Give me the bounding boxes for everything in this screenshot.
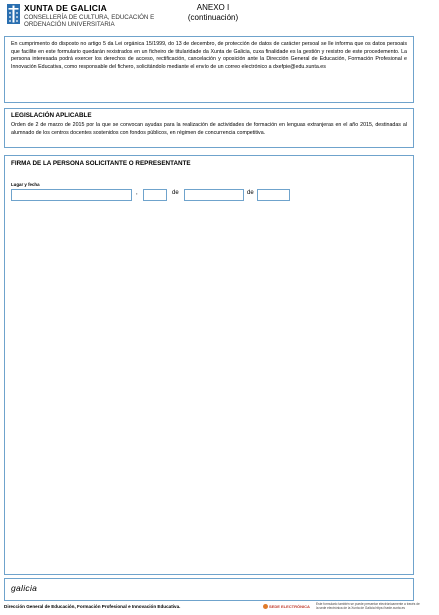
sede-icon: [263, 604, 268, 609]
signature-heading: FIRMA DE LA PERSONA SOLICITANTE O REPRESENTANTE: [11, 160, 191, 167]
annex-title: ANEXO I: [196, 3, 230, 12]
month-field[interactable]: [184, 189, 244, 201]
de-label-1: de: [172, 190, 179, 196]
day-field[interactable]: [143, 189, 167, 201]
directorate-footer: Dirección General de Educación, Formación Profesional e Innovación Educativa.: [4, 604, 181, 609]
legislation-heading: LEGISLACIÓN APLICABLE: [11, 112, 92, 119]
data-protection-panel: [4, 36, 414, 103]
legislation-text: Orden de 2 de marzo de 2015 por la que se convocan ayudas para la realización de actividades de formación en lenguas extranjeras en el año 2015, destinadas al alumnado de los centros docentes sostenidos con fondos públicos, en régimen de concurrencia competitiva.: [11, 122, 407, 136]
legislation-panel: [4, 108, 414, 148]
year-field[interactable]: [257, 189, 290, 201]
place-date-label: Lugar y fecha: [11, 182, 40, 187]
signature-panel: [4, 155, 414, 575]
org-name: XUNTA DE GALICIA: [24, 3, 108, 13]
place-field[interactable]: [11, 189, 132, 201]
annex-heading: [170, 3, 256, 22]
comma-separator: ,: [136, 190, 138, 196]
xunta-logo-icon: [7, 4, 20, 24]
galicia-brand-logo: galicia: [11, 583, 38, 593]
sede-electronica-link[interactable]: SEDE ELECTRÓNICA: [269, 604, 310, 609]
data-protection-text: En cumprimento do disposto no artigo 5 da Lei orgánica 15/1999, do 13 de decembro, de protección de datos de carácter persoal se lle informa que os datos persoais que facilite en este formulario quedarán rexistrados en un ficheiro de titularidade da Xunta de Galicia, cuxa finalidade es la gestión y rexistro de este procedemento. La persona interesada podrá exercer los derechos de acceso, rectificación, cancelación y oposición ante la Dirección General de Educación, Formación Profesional e Innovación Educativa, como responsable del fichero, solicitándolo mediante el envío de un correo electrónico a dxefpie@edu.xunta.es: [11, 41, 407, 70]
brand-panel: [4, 578, 414, 601]
de-label-2: de: [247, 190, 254, 196]
annex-subtitle: (continuación): [187, 12, 239, 22]
department-name: CONSELLERÍA DE CULTURA, EDUCACIÓN E ORDENACIÓN UNIVERSITARIA: [24, 14, 155, 29]
sede-note: Este formulario también se puede presentar electrónicamente a través de la sede electrónica de la Xunta de Galicia https://sede.xunta.es: [316, 602, 420, 610]
